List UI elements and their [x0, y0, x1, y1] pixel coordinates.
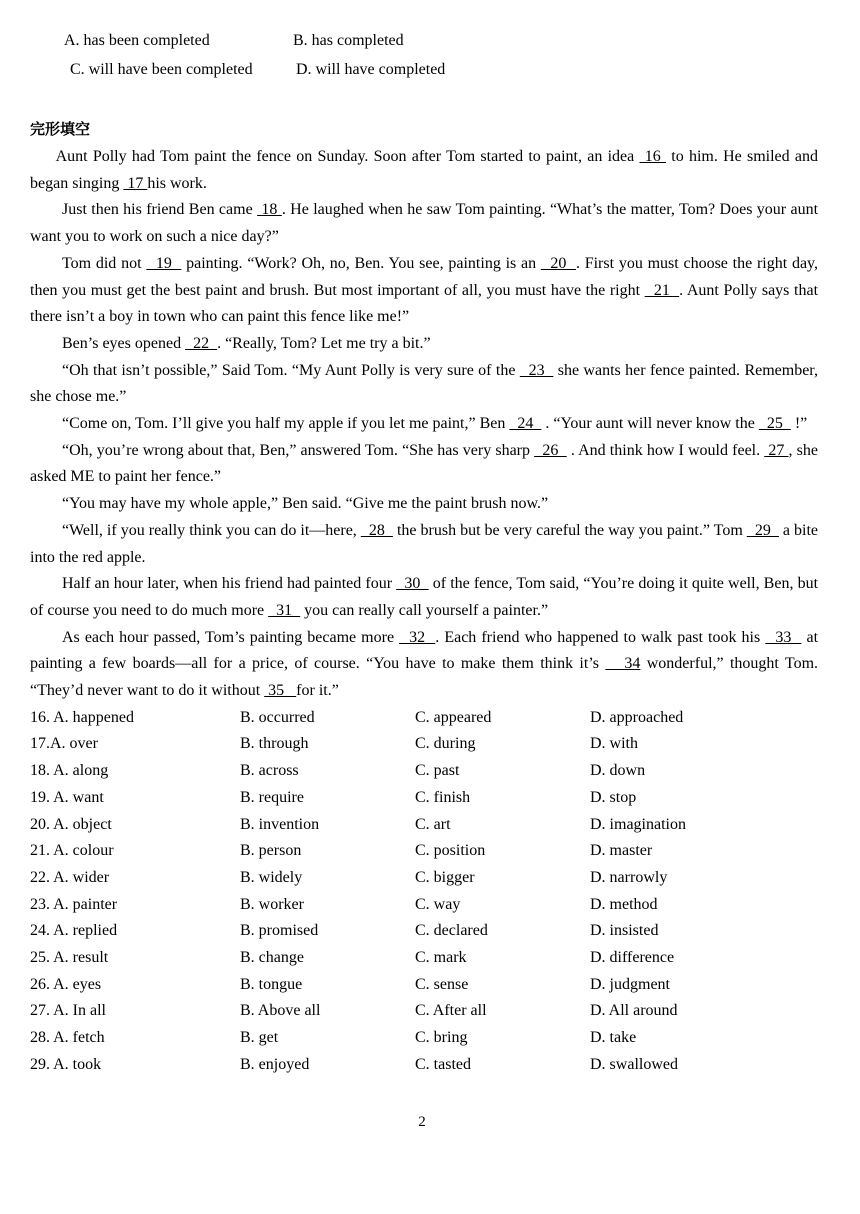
previous-question-options: [30, 28, 818, 86]
passage-text: at painting a few boards—all for a price, of course. “You have to make them think it’s: [30, 628, 819, 673]
passage-paragraph: [30, 438, 818, 491]
choice-option: C. appeared: [415, 708, 492, 726]
choice-option: C. After all: [415, 1002, 487, 1020]
passage-paragraph: [30, 251, 818, 331]
choice-row: [30, 892, 818, 919]
choice-row: [30, 1025, 818, 1052]
passage-text: “Oh, you’re wrong about that, Ben,” answered Tom. “She has very sharp: [62, 441, 535, 459]
blank-number: 30: [396, 575, 429, 593]
passage-text: . Aunt Polly says that there isn’t a boy in town who can paint this fence like me!”: [30, 281, 819, 326]
choice-row: [30, 812, 818, 839]
choice-option: C. during: [415, 735, 476, 753]
document-page: [30, 28, 818, 1078]
passage-text: painting. “Work? Oh, no, Ben. You see, painting is an: [181, 254, 541, 272]
passage-text: . First you must choose the right day, then you must get the best paint and brush. But most important of all, you must have the right: [30, 254, 819, 299]
choice-option: 20. A. object: [30, 815, 112, 833]
option-a: A. has been completed: [64, 32, 210, 49]
choice-option: 25. A. result: [30, 948, 109, 966]
passage-text: , she asked ME to paint her fence.”: [30, 441, 818, 486]
choice-option: C. way: [415, 895, 461, 913]
blank-number: 34: [605, 655, 641, 673]
blank-number: 29: [746, 521, 779, 539]
choice-option: 21. A. colour: [30, 842, 114, 860]
choice-option: B. change: [240, 948, 304, 966]
passage-text: “Oh that isn’t possible,” Said Tom. “My Aunt Polly is very sure of the: [62, 361, 520, 379]
blank-number: 32: [399, 628, 436, 646]
choice-row: [30, 1052, 818, 1079]
choice-option: B. require: [240, 788, 304, 806]
blank-number: 31: [268, 601, 301, 619]
passage-text: wonderful,” thought Tom. “They’d never want to do it without: [30, 655, 819, 700]
choice-option: B. tongue: [240, 975, 303, 993]
choice-option: 23. A. painter: [30, 895, 118, 913]
choice-option: D. with: [590, 735, 638, 753]
passage-paragraph: [30, 411, 818, 438]
choice-row: [30, 731, 818, 758]
choice-option: C. mark: [415, 948, 467, 966]
choice-option: C. past: [415, 762, 460, 780]
choice-option: D. difference: [590, 948, 675, 966]
answer-choices: [30, 705, 818, 1079]
passage-text: . “Really, Tom? Let me try a bit.”: [217, 334, 431, 352]
blank-number: 23: [519, 361, 554, 379]
choice-option: B. worker: [240, 895, 304, 913]
blank-number: 18: [257, 201, 282, 219]
choice-option: D. insisted: [590, 922, 659, 940]
passage-text: you can really call yourself a painter.”: [300, 601, 549, 619]
passage-text: Half an hour later, when his friend had painted four: [62, 575, 397, 593]
passage-text: Tom did not: [62, 254, 147, 272]
passage-text: Just then his friend Ben came: [62, 201, 258, 219]
passage-paragraph: [30, 625, 818, 705]
blank-number: 25: [758, 415, 791, 433]
passage-text: As each hour passed, Tom’s painting became more: [62, 628, 400, 646]
choice-option: 18. A. along: [30, 762, 109, 780]
passage-text: of the fence, Tom said, “You’re doing it quite well, Ben, but of course you need to do much more: [30, 575, 819, 619]
choice-option: 16. A. happened: [30, 708, 134, 726]
page-number: 2: [418, 1114, 426, 1130]
choice-option: D. stop: [590, 788, 637, 806]
choice-row: [30, 972, 818, 999]
choice-option: D. swallowed: [590, 1055, 678, 1073]
choice-option: C. bring: [415, 1029, 468, 1047]
choice-row: [30, 758, 818, 785]
choice-row: [30, 918, 818, 945]
choice-option: D. All around: [590, 1002, 678, 1020]
blank-number: 17: [123, 174, 148, 192]
choice-option: D. take: [590, 1029, 637, 1047]
option-b: B. has completed: [293, 32, 404, 49]
choice-row: [30, 998, 818, 1025]
choice-option: B. through: [240, 735, 309, 753]
option-c: C. will have been completed: [70, 61, 253, 78]
choice-option: C. finish: [415, 788, 471, 806]
choice-option: 26. A. eyes: [30, 975, 102, 993]
blank-number: 20: [540, 254, 576, 272]
passage-paragraph: [30, 197, 818, 250]
choice-option: B. widely: [240, 868, 303, 886]
choice-option: D. master: [590, 842, 653, 860]
blank-number: 27: [764, 441, 789, 459]
choice-row: [30, 785, 818, 812]
choice-option: 22. A. wider: [30, 868, 110, 886]
choice-option: 28. A. fetch: [30, 1029, 105, 1047]
choice-option: D. approached: [590, 708, 684, 726]
choice-option: B. occurred: [240, 708, 315, 726]
cloze-passage: [30, 144, 818, 705]
choice-option: C. art: [415, 815, 451, 833]
passage-paragraph: [30, 571, 818, 624]
passage-text: . Each friend who happened to walk past took his: [435, 628, 766, 646]
blank-number: 24: [509, 415, 542, 433]
passage-text: . And think how I would feel.: [566, 441, 765, 459]
choice-option: C. sense: [415, 975, 469, 993]
choice-option: 27. A. In all: [30, 1002, 106, 1020]
blank-number: 26: [534, 441, 567, 459]
passage-paragraph: [30, 331, 818, 358]
choice-option: D. down: [590, 762, 646, 780]
option-d: D. will have completed: [296, 61, 446, 78]
blank-number: 21: [644, 281, 680, 299]
blank-number: 16: [639, 148, 666, 165]
choice-row: [30, 838, 818, 865]
passage-text: Ben’s eyes opened: [62, 334, 186, 352]
passage-paragraph: [30, 358, 818, 411]
choice-option: B. invention: [240, 815, 320, 833]
passage-text: his work.: [147, 174, 207, 192]
choice-option: C. tasted: [415, 1055, 471, 1073]
choice-row: [30, 865, 818, 892]
passage-text: a bite into the red apple.: [30, 521, 819, 566]
passage-text: “Well, if you really think you can do it—here,: [62, 521, 361, 539]
passage-text: the brush but be very careful the way you paint.” Tom: [392, 521, 747, 539]
passage-text: for it.”: [296, 682, 339, 700]
choice-option: C. position: [415, 842, 486, 860]
blank-number: 19: [146, 254, 182, 272]
passage-text: !”: [790, 415, 808, 433]
choice-option: D. judgment: [590, 975, 670, 993]
blank-number: 35: [264, 682, 297, 700]
choice-option: C. declared: [415, 922, 488, 940]
passage-text: to him. He smiled and began singing: [30, 148, 818, 192]
choice-option: C. bigger: [415, 868, 475, 886]
choice-option: B. person: [240, 842, 302, 860]
choice-option: B. get: [240, 1029, 279, 1047]
choice-option: 19. A. want: [30, 788, 104, 806]
choice-option: B. promised: [240, 922, 319, 940]
blank-number: 33: [765, 628, 802, 646]
choice-row: [30, 945, 818, 972]
choice-option: D. imagination: [590, 815, 686, 833]
choice-option: B. enjoyed: [240, 1055, 310, 1073]
choice-option: 29. A. took: [30, 1055, 102, 1073]
choice-option: D. method: [590, 895, 658, 913]
passage-text: she wants her fence painted. Remember, she chose me.”: [30, 361, 818, 406]
passage-text: . “Your aunt will never know the: [541, 415, 759, 433]
section-title: 完形填空: [30, 120, 91, 138]
choice-option: 24. A. replied: [30, 922, 118, 940]
passage-text: “Come on, Tom. I’ll give you half my apple if you let me paint,” Ben: [62, 415, 510, 433]
choice-option: D. narrowly: [590, 868, 668, 886]
blank-number: 22: [185, 334, 218, 352]
passage-text: Aunt Polly had Tom paint the fence on Sunday. Soon after Tom started to paint, an idea: [55, 148, 640, 165]
passage-text: . He laughed when he saw Tom painting. “What’s the matter, Tom? Does your aunt want you to work on such a nice day?”: [30, 201, 819, 246]
passage-text: “You may have my whole apple,” Ben said. “Give me the paint brush now.”: [62, 495, 549, 513]
choice-row: [30, 705, 818, 732]
choice-option: 17.A. over: [30, 735, 98, 753]
passage-paragraph: [30, 144, 818, 197]
blank-number: 28: [360, 521, 393, 539]
choice-option: B. Above all: [240, 1002, 321, 1020]
choice-option: B. across: [240, 762, 299, 780]
passage-paragraph: [30, 518, 818, 571]
passage-paragraph: [30, 491, 818, 518]
